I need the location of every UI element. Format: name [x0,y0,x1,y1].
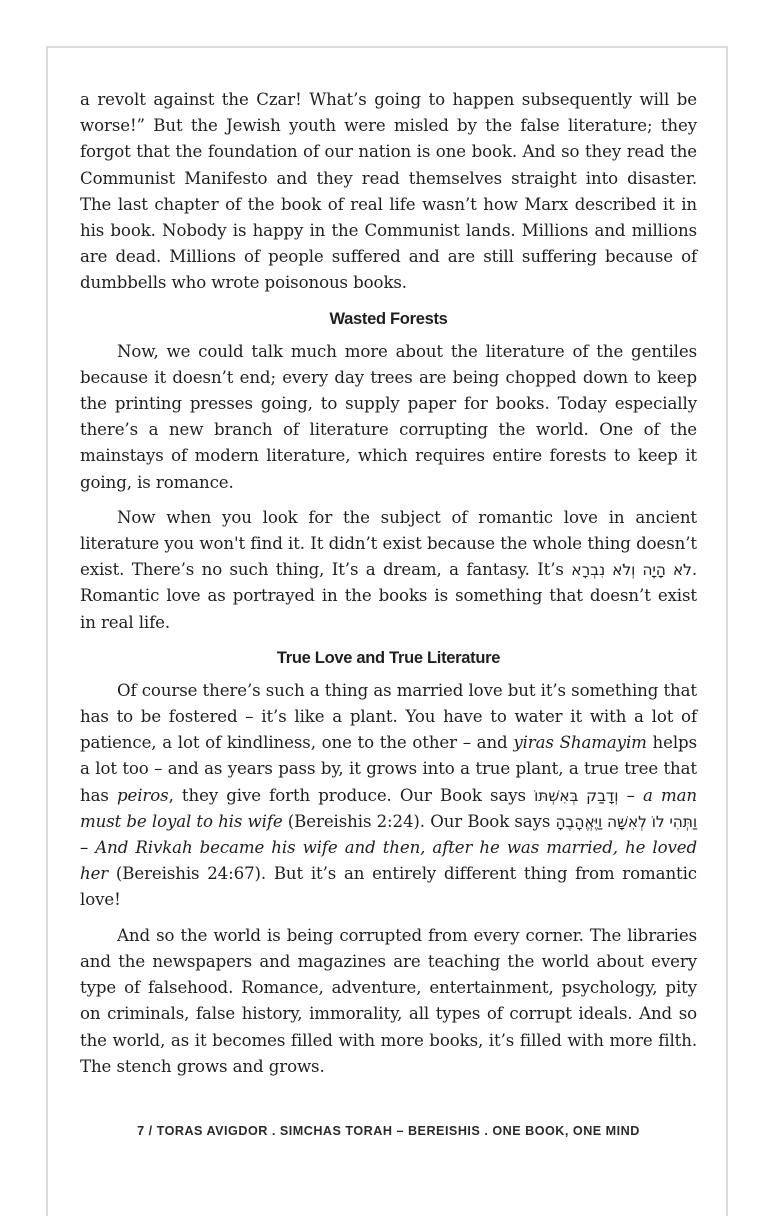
paragraph-4-text-d: (Bereishis 2:24). Our Book says [282,811,556,831]
page-body [80,87,697,1089]
paragraph-4-text-c: , they give forth produce. Our Book says [168,785,535,805]
paragraph-2: Now, we could talk much more about the literature of the gentiles because it doesn’t end; every day trees are being chopped down to keep the printing presses going, to supply paper for books. Today especially there’s a new branch of literature corrupting the world. One of the mainstays of modern literature, which requires entire forests to keep it going, is romance. [80,341,697,492]
paragraph-3-text-b: . Romantic love as portrayed in the books is something that doesn’t exist in real life. [80,560,698,632]
section-heading-wasted-forests: Wasted Forests [329,309,448,328]
page-footer: 7 / TORAS AVIGDOR . SIMCHAS TORAH – BEREISHIS . ONE BOOK, ONE MIND [137,1124,640,1138]
italic-translation-1: – a man must be loyal to his wife [80,785,697,831]
paragraph-4-text-b: helps a lot too – and as years pass by, it grows into a true plant, a true tree that has [80,733,697,805]
italic-peiros: peiros [116,785,169,805]
paragraph-3-text-a: Now when you look for the subject of romantic love in ancient literature you won't find it. It didn’t exist because the whole thing doesn’t exist. There’s no such thing, It’s a dream, a fantasy. It’s [80,507,697,580]
hebrew-verse-1: וְדָבַק בְּאִשְׁתּוֹ [534,786,619,805]
paragraph-3 [80,505,697,636]
section-heading-true-love: True Love and True Literature [276,648,501,667]
italic-yiras-shamayim: yiras Shamayim [513,733,647,753]
hebrew-phrase: לֹא הָיָה וְלֹא נִבְרָא [571,561,692,580]
paragraph-4-text-e: (Bereishis 24:67). But it’s an entirely different thing from romantic love! [80,864,697,910]
paragraph-1: a revolt against the Czar! What’s going to happen subsequently will be worse!” But the Jewish youth were misled by the false literature; they forgot that the foundation of our nation is one book. And so they read the Communist Manifesto and they read themselves straight into disaster. The last chapter of the book of real life wasn’t how Marx described it in his book. Nobody is happy in the Communist lands. Millions and millions are dead. Millions of people suffered and are still suffering because of dumbbells who wrote poisonous books. [80,90,697,293]
hebrew-verse-2: וַתְּהִי לוֹ לְאִשָּׁה וַיֶּאֱהָבֶהָ [555,812,698,831]
paragraph-4-text-a: Of course there’s such a thing as married love but it’s something that has to be fostered – it’s like a plant. You have to water it with a lot of patience, a lot of kindliness, one to the other – and [80,680,697,753]
paragraph-4 [80,678,697,914]
paragraph-5: And so the world is being corrupted from every corner. The libraries and the newspapers and magazines are teaching the world about every type of falsehood. Romance, adventure, entertainment, psychology, pity on criminals, false history, immorality, all types of corrupt ideals. And so the world, as it becomes filled with more books, it’s filled with more filth. The stench grows and grows. [80,925,697,1076]
italic-translation-2: – And Rivkah became his wife and then, after he was married, he loved her [80,838,697,884]
